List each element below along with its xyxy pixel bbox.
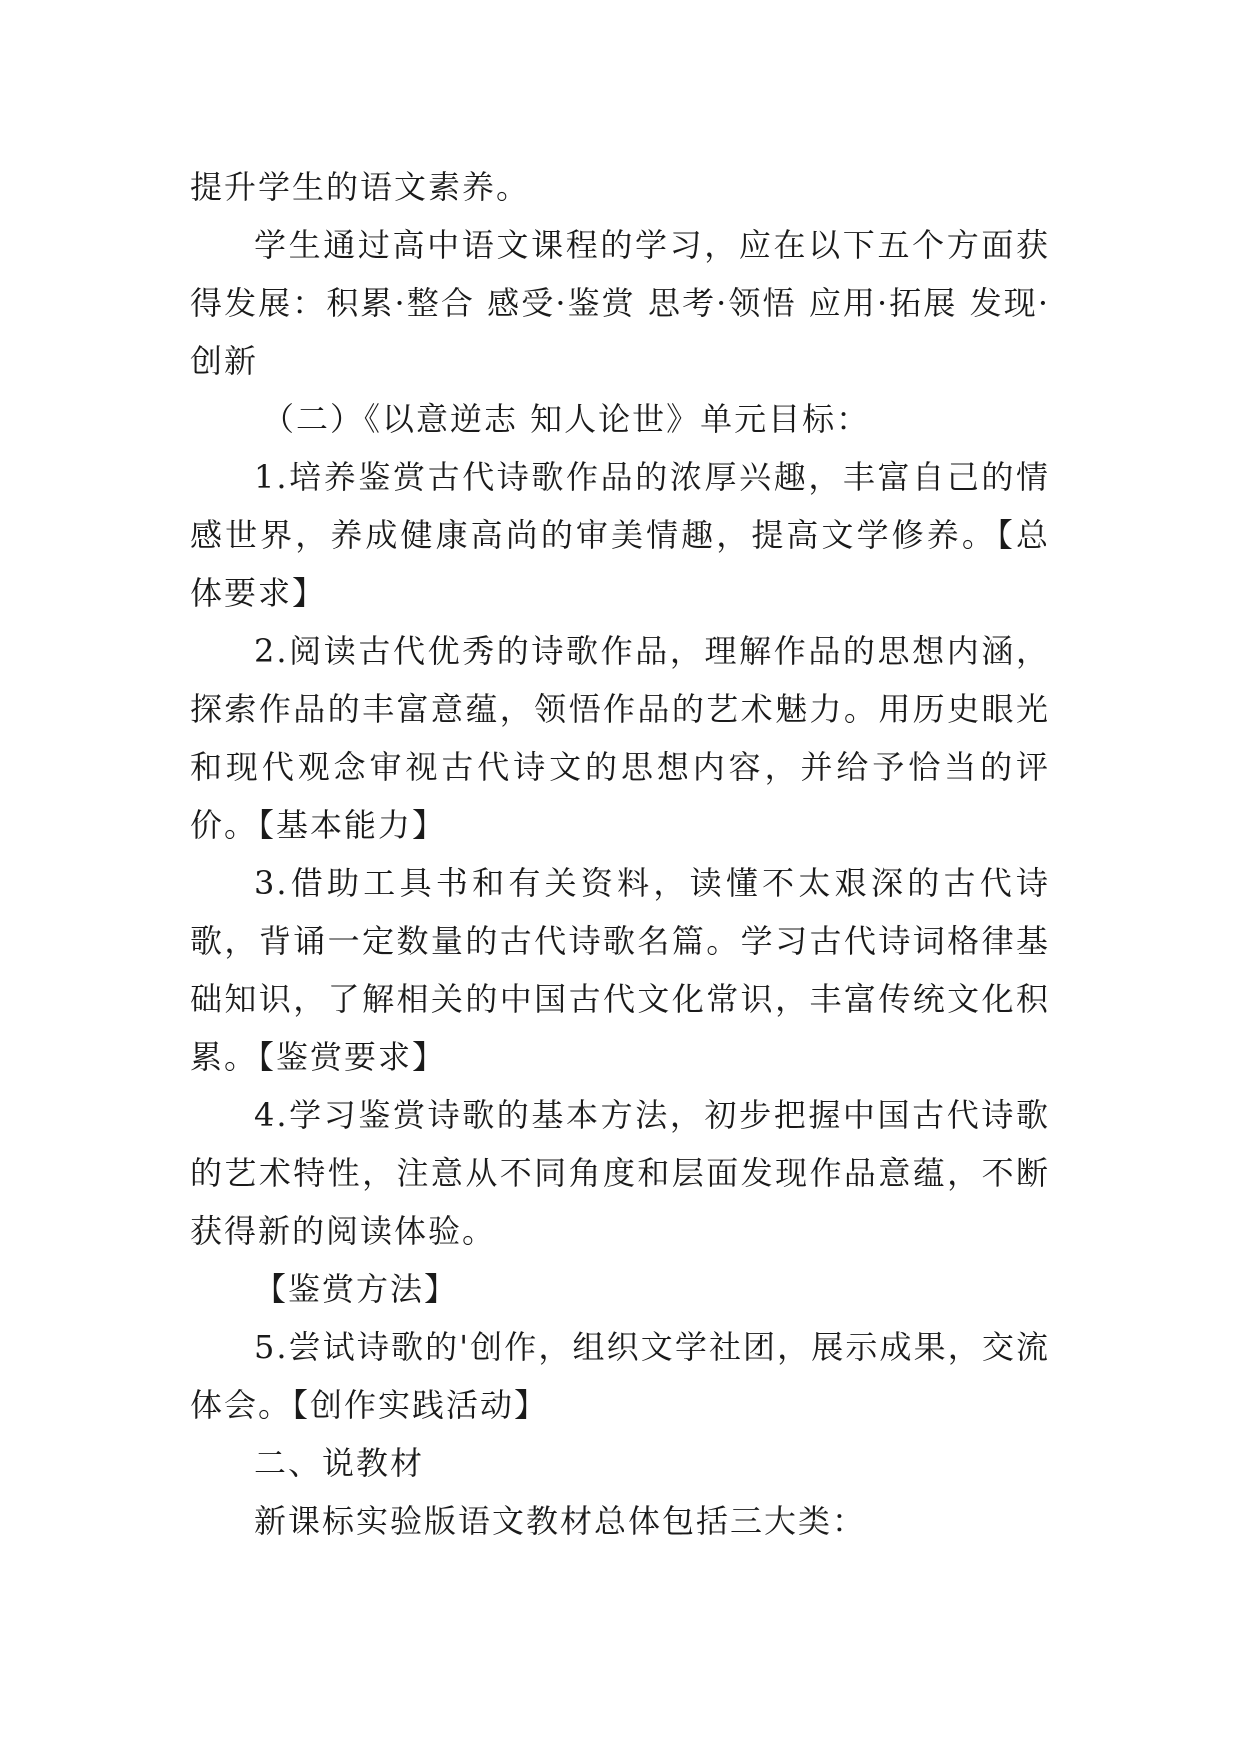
paragraph-textbook-categories: 新课标实验版语文教材总体包括三大类： [254,1502,867,1540]
paragraph-intro-ending: 提升学生的语文素养。 [190,168,531,206]
goal-item-1: 1.培养鉴赏古代诗歌作品的浓厚兴趣，丰富自己的情感世界，养成健康高尚的审美情趣，提高文学修养。【总体要求】 [190,458,1050,612]
section-heading-unit-goals: （二）《以意逆志 知人论世》单元目标： [262,400,871,438]
goal-item-4: 4.学习鉴赏诗歌的基本方法，初步把握中国古代诗歌的艺术特性，注意从不同角度和层面发现作品意蕴，不断获得新的阅读体验。 [190,1096,1050,1250]
goal-item-2: 2.阅读古代优秀的诗歌作品，理解作品的思想内涵，探索作品的丰富意蕴，领悟作品的艺术魅力。用历史眼光和现代观念审视古代诗文的思想内容，并给予恰当的评价。【基本能力】 [190,632,1050,844]
goal-item-3: 3.借助工具书和有关资料，读懂不太艰深的古代诗歌，背诵一定数量的古代诗歌名篇。学习古代诗词格律基础知识，了解相关的中国古代文化常识，丰富传统文化积累。【鉴赏要求】 [190,864,1050,1076]
paragraph-development-aspects: 学生通过高中语文课程的学习，应在以下五个方面获得发展：积累·整合 感受·鉴赏 思考·领悟 应用·拓展 发现·创新 [190,226,1050,380]
section-heading-textbook: 二、说教材 [254,1444,425,1482]
goal-item-5: 5.尝试诗歌的'创作，组织文学社团，展示成果，交流体会。【创作实践活动】 [190,1328,1050,1424]
goal-item-4-tag: 【鉴赏方法】 [254,1270,459,1308]
document-body [190,158,1050,1550]
